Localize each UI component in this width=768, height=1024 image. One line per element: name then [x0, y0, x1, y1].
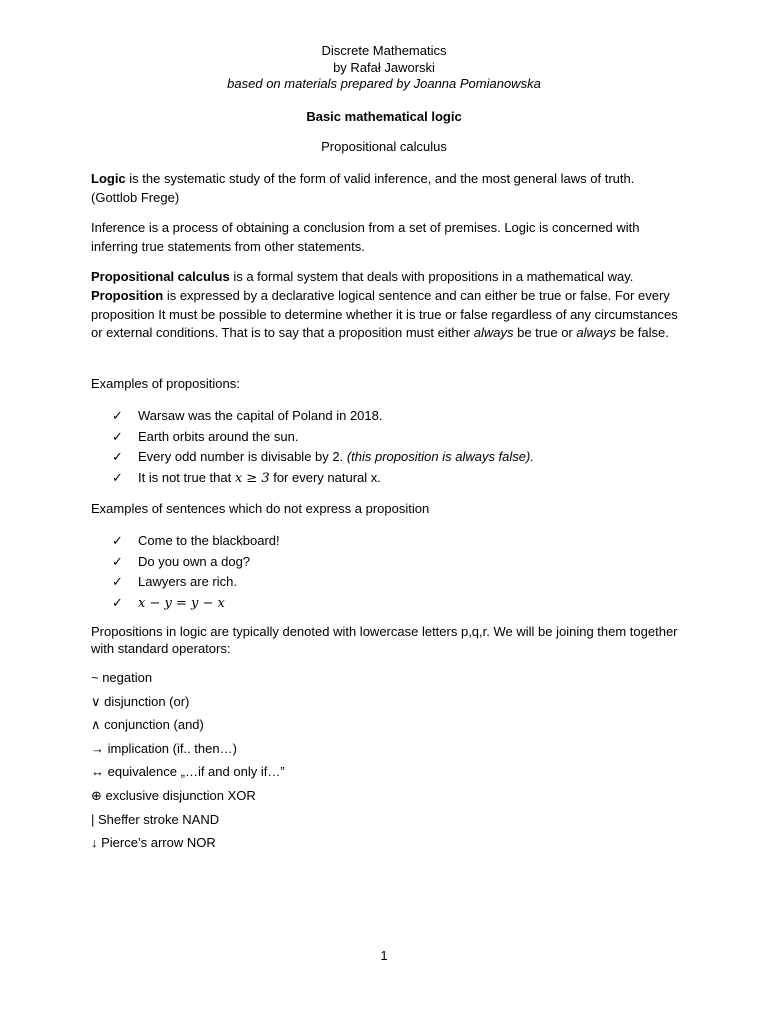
- operators-list: [91, 670, 285, 859]
- operator-conjunction: ∧ conjunction (and): [91, 717, 204, 733]
- list-item: ✓ Every odd number is divisable by 2. (this proposition is always false).: [112, 447, 672, 468]
- operator-xor: ⊕ exclusive disjunction XOR: [91, 787, 256, 803]
- non-examples-list: [112, 531, 672, 613]
- checkmark-icon: ✓: [112, 553, 123, 569]
- list-item: ✓ x − y = y − x: [112, 593, 672, 614]
- operator-nand: | Sheffer stroke NAND: [91, 811, 220, 827]
- logic-term: Logic: [91, 171, 126, 186]
- examples-list: [112, 406, 672, 488]
- operator-negation: ~ negation: [91, 670, 153, 685]
- operator-nor: ↓ Pierce’s arrow NOR: [91, 835, 216, 851]
- operators-intro-paragraph: Propositions in logic are typically denoted with lowercase letters p,q,r. We will be joining them together with standard operators:: [91, 624, 678, 656]
- checkmark-icon: ✓: [112, 469, 123, 485]
- proposition-paragraph: Propositional calculus is a formal system that deals with propositions in a mathematical way. Proposition is expressed by a declarative logical sentence and can either be true or false. For every proposition It must be possible to determine whether it is true or false regardless of any circumstances or external conditions. That is to say that a proposition must either always be true or always be false.: [91, 269, 678, 341]
- checkmark-icon: ✓: [112, 594, 123, 610]
- operator-implication: → implication (if.. then…): [91, 740, 237, 756]
- checkmark-icon: ✓: [112, 449, 123, 465]
- list-item: ✓ Come to the blackboard!: [112, 531, 672, 552]
- document-header: [0, 43, 768, 93]
- author-line: by Rafał Jaworski: [333, 59, 435, 75]
- page-number: 1: [380, 948, 388, 963]
- checkmark-icon: ✓: [112, 428, 123, 444]
- operator-disjunction: ∨ disjunction (or): [91, 693, 190, 709]
- section-subtitle: Propositional calculus: [321, 139, 447, 154]
- checkmark-icon: ✓: [112, 574, 123, 590]
- course-title: Discrete Mathematics: [321, 43, 447, 58]
- logic-definition-paragraph: Logic is the systematic study of the form of valid inference, and the most general laws of truth. (Gottlob Frege): [91, 171, 635, 205]
- list-item: ✓ Warsaw was the capital of Poland in 2018.: [112, 406, 672, 427]
- examples-heading: Examples of propositions:: [91, 376, 240, 391]
- list-item: ✓ Earth orbits around the sun.: [112, 427, 672, 448]
- inference-paragraph: Inference is a process of obtaining a conclusion from a set of premises. Logic is concerned with inferring true statements from other statements.: [91, 220, 640, 254]
- operator-equivalence: ↔ equivalence „…if and only if…”: [91, 764, 285, 780]
- list-item: ✓ Do you own a dog?: [112, 552, 672, 573]
- checkmark-icon: ✓: [112, 408, 123, 423]
- non-examples-heading: Examples of sentences which do not express a proposition: [91, 501, 430, 516]
- credit-line: based on materials prepared by Joanna Pomianowska: [227, 76, 541, 91]
- list-item: ✓ Lawyers are rich.: [112, 572, 672, 593]
- section-title: Basic mathematical logic: [306, 109, 462, 124]
- list-item: ✓ It is not true that x ≥ 3 for every natural x.: [112, 468, 672, 489]
- checkmark-icon: ✓: [112, 533, 123, 548]
